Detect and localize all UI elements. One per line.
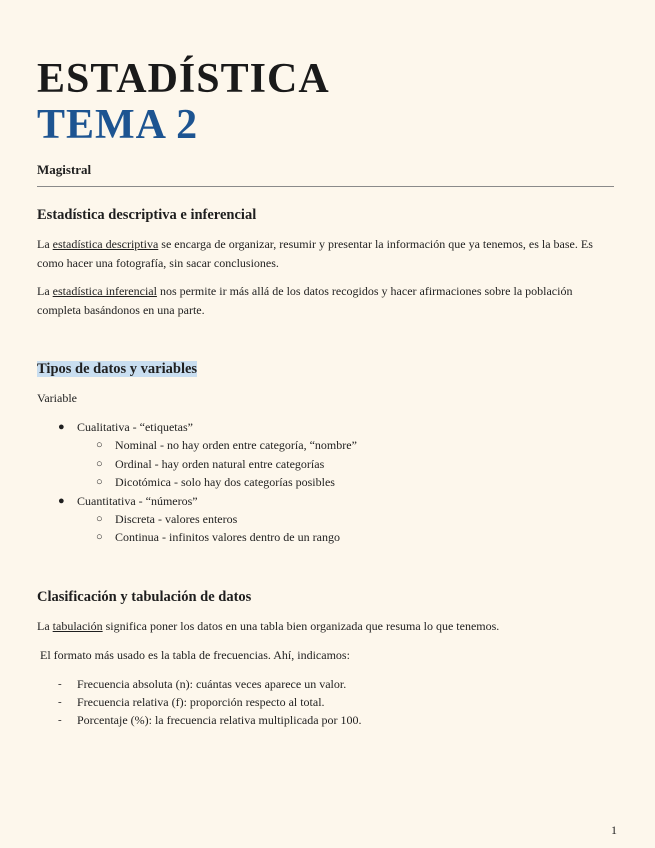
bullet-circle-icon: ○ bbox=[96, 439, 103, 451]
term-estadistica-descriptiva: estadística descriptiva bbox=[52, 237, 159, 251]
paragraph-descriptiva bbox=[37, 235, 617, 272]
text-fragment: significa poner los datos en una tabla bien organizada que resuma lo que tenemos. bbox=[102, 619, 500, 633]
list-subitem: Continua - infinitos valores dentro de un rango bbox=[115, 530, 340, 544]
variable-label: Variable bbox=[37, 391, 77, 405]
text-fragment: se encarga de organizar, resumir y presentar la información que ya tenemos, es la base. Es como hacer una fotografía, sin sacar conclusiones. bbox=[37, 237, 593, 270]
bullet-circle-icon: ○ bbox=[96, 513, 103, 525]
list-item-frecuencia-relativa: Frecuencia relativa (f): proporción respecto al total. bbox=[77, 695, 325, 709]
document-title: ESTADÍSTICA bbox=[37, 56, 330, 102]
list-subitem: Nominal - no hay orden entre categoría, “nombre” bbox=[115, 438, 357, 452]
bullet-circle-icon: ○ bbox=[96, 531, 103, 543]
text-fragment: La bbox=[37, 284, 53, 298]
list-item-cuantitativa: Cuantitativa - “números” bbox=[77, 494, 198, 508]
page-number: 1 bbox=[611, 823, 617, 837]
term-estadistica-inferencial: estadística inferencial bbox=[52, 284, 157, 298]
paragraph-inferencial bbox=[37, 282, 617, 319]
list-item-frecuencia-absoluta: Frecuencia absoluta (n): cuántas veces aparece un valor. bbox=[77, 677, 347, 691]
section-heading-descriptiva: Estadística descriptiva e inferencial bbox=[37, 207, 257, 223]
bullet-dot-icon: ● bbox=[58, 421, 65, 433]
list-item-cualitativa: Cualitativa - “etiquetas” bbox=[77, 420, 193, 434]
text-fragment: La bbox=[37, 237, 53, 251]
list-subitem: Dicotómica - solo hay dos categorías posibles bbox=[115, 475, 335, 489]
bullet-dash-icon: - bbox=[58, 714, 62, 726]
bullet-circle-icon: ○ bbox=[96, 476, 103, 488]
section-heading-tabulacion: Clasificación y tabulación de datos bbox=[37, 589, 252, 605]
list-subitem: Discreta - valores enteros bbox=[115, 512, 238, 526]
header-divider bbox=[37, 186, 614, 187]
section-heading-tipos bbox=[37, 360, 197, 378]
list-subitem: Ordinal - hay orden natural entre categorías bbox=[115, 457, 325, 471]
bullet-circle-icon: ○ bbox=[96, 458, 103, 470]
course-label: Magistral bbox=[37, 162, 92, 177]
bullet-dash-icon: - bbox=[58, 696, 62, 708]
term-tabulacion: tabulación bbox=[52, 619, 103, 633]
bullet-dot-icon: ● bbox=[58, 495, 65, 507]
text-fragment: La bbox=[37, 619, 53, 633]
text-fragment: nos permite ir más allá de los datos recogidos y hacer afirmaciones sobre la población completa basándonos en una parte. bbox=[37, 284, 573, 317]
list-item-porcentaje: Porcentaje (%): la frecuencia relativa multiplicada por 100. bbox=[77, 713, 362, 727]
document-subtitle: TEMA 2 bbox=[37, 102, 199, 148]
paragraph-formato: El formato más usado es la tabla de frecuencias. Ahí, indicamos: bbox=[40, 648, 350, 662]
paragraph-tabulacion bbox=[37, 618, 499, 634]
highlighted-heading: Tipos de datos y variables bbox=[37, 361, 198, 377]
bullet-dash-icon: - bbox=[58, 678, 62, 690]
